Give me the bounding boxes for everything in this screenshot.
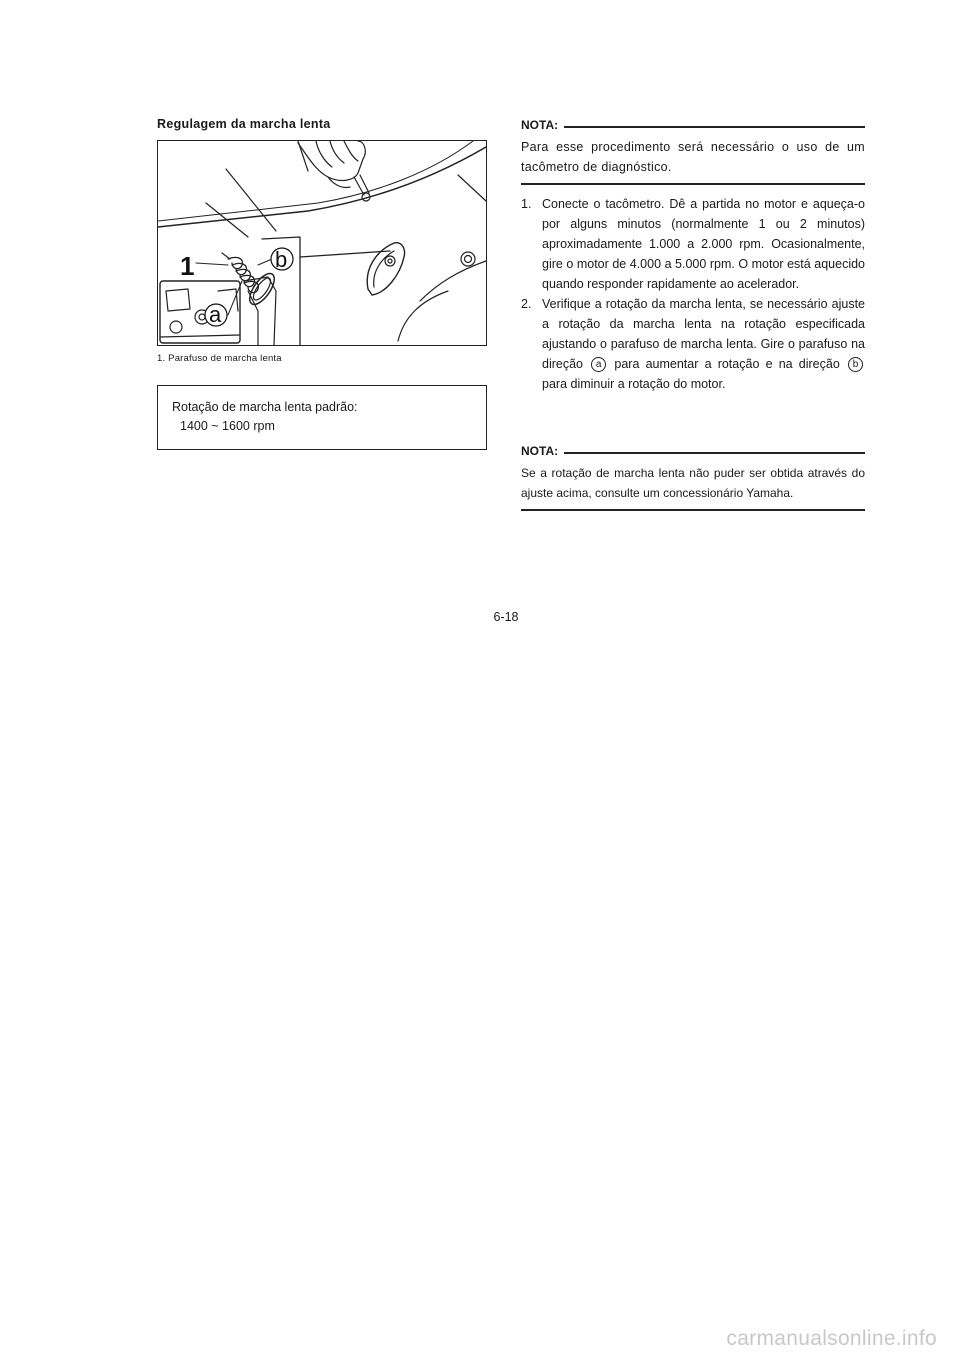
step-text: Conecte o tacômetro. Dê a partida no motor e aqueça-o por alguns minutos (normalmente 1 ou 2 minutos) aproximadamente 1.000 a 2.000 rpm. Ocasionalmente, gire o motor de 4.000 a 5.000 rpm. O motor está aquecido quando responder rapidamente ao acelerador.	[542, 197, 865, 291]
page-number: 6-18	[493, 610, 519, 624]
note-end-rule	[521, 183, 865, 185]
callout-a: a	[209, 302, 222, 327]
step-2	[521, 294, 865, 394]
idle-screw-illustration	[157, 140, 487, 346]
direction-b-symbol: b	[848, 357, 863, 372]
note-rule	[564, 126, 865, 128]
note-dealer	[521, 444, 865, 511]
step-text-part-1: Verifique a rotação da marcha lenta, se necessário ajuste a rotação da marcha lenta na rotação especificada ajustando o parafuso de marcha lenta. Gire o parafuso na direção	[542, 297, 865, 371]
note-body: Se a rotação de marcha lenta não puder ser obtida através do ajuste acima, consulte um concessionário Yamaha.	[521, 466, 865, 500]
note-heading: NOTA:	[521, 444, 559, 458]
direction-a-symbol: a	[591, 357, 606, 372]
procedure-steps	[521, 194, 865, 394]
note-heading: NOTA:	[521, 118, 559, 132]
watermark: carmanualsonline.info	[726, 1327, 937, 1350]
callout-b: b	[275, 247, 288, 272]
callout-1: 1	[180, 251, 195, 281]
note-body: Para esse procedimento será necessário o uso de um tacômetro de diagnóstico.	[521, 140, 865, 174]
step-number: 1.	[521, 197, 532, 211]
figure-caption: 1. Parafuso de marcha lenta	[157, 353, 282, 364]
spec-label: Rotação de marcha lenta padrão:	[172, 400, 358, 414]
spec-box	[157, 385, 487, 450]
spec-value: 1400 ~ 1600 rpm	[180, 419, 275, 433]
step-text-part-2: para aumentar a rotação e na direção	[614, 357, 840, 371]
step-1	[521, 194, 865, 294]
section-title: Regulagem da marcha lenta	[157, 117, 331, 131]
note-tachometer	[521, 118, 865, 185]
step-number: 2.	[521, 297, 532, 311]
note-rule	[564, 452, 865, 454]
note-end-rule	[521, 509, 865, 511]
step-text-part-3: para diminuir a rotação do motor.	[542, 377, 726, 391]
